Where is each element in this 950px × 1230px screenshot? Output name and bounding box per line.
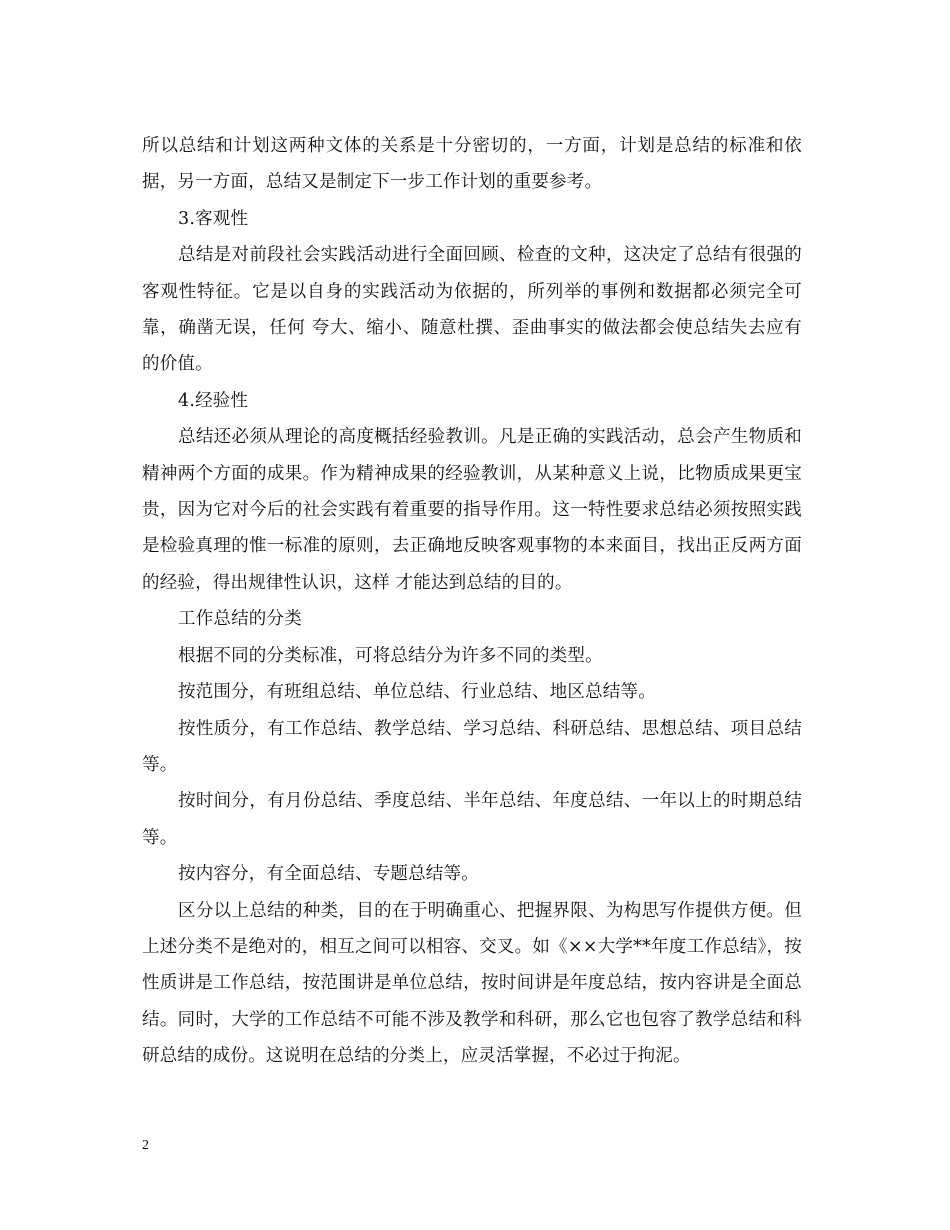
paragraph: 按性质分，有工作总结、教学总结、学习总结、科研总结、思想总结、项目总结等。	[142, 718, 802, 775]
heading-classification: 工作总结的分类	[178, 609, 302, 630]
paragraph: 区分以上总结的种类，目的在于明确重心、把握界限、为构思写作提供方便。但上述分类不是绝对的，相互之间可以相容、交叉。如《××大学**年度工作总结》，按性质讲是工作总结，按范围讲是单位总结，按时间讲是年度总结，按内容讲是全面总结。同时，大学的工作总结不可能不涉及教学和科研，那么它也包容了教学总结和科研总结的成份。这说明在总结的分类上，应灵活掌握，不必过于拘泥。	[142, 900, 802, 1067]
paragraph: 所以总结和计划这两种文体的关系是十分密切的，一方面，计划是总结的标准和依据，另一方面，总结又是制定下一步工作计划的重要参考。	[142, 136, 802, 193]
paragraph: 按范围分，有班组总结、单位总结、行业总结、地区总结等。	[178, 682, 656, 703]
heading-experience: 4.经验性	[178, 390, 249, 411]
paragraph: 根据不同的分类标准，可将总结分为许多不同的类型。	[178, 645, 603, 666]
paragraph: 总结是对前段社会实践活动进行全面回顾、检查的文种，这决定了总结有很强的客观性特征。它是以自身的实践活动为依据的，所列举的事例和数据都必须完全可靠，确凿无误，任何 夸大、缩小、随意杜撰、歪曲事实的做法都会使总结失去应有的价值。	[142, 245, 802, 375]
paragraph: 按内容分，有全面总结、专题总结等。	[178, 864, 479, 885]
body-text	[142, 128, 802, 1075]
heading-objectivity: 3.客观性	[178, 208, 249, 229]
page-number: 2	[142, 1138, 149, 1153]
paragraph: 按时间分，有月份总结、季度总结、半年总结、年度总结、一年以上的时期总结等。	[142, 791, 802, 848]
paragraph: 总结还必须从理论的高度概括经验教训。凡是正确的实践活动，总会产生物质和精神两个方面的成果。作为精神成果的经验教训，从某种意义上说，比物质成果更宝贵，因为它对今后的社会实践有着重要的指导作用。这一特性要求总结必须按照实践是检验真理的惟一标准的原则，去正确地反映客观事物的本来面目，找出正反两方面的经验，得出规律性认识，这样 才能达到总结的目的。	[142, 427, 802, 593]
